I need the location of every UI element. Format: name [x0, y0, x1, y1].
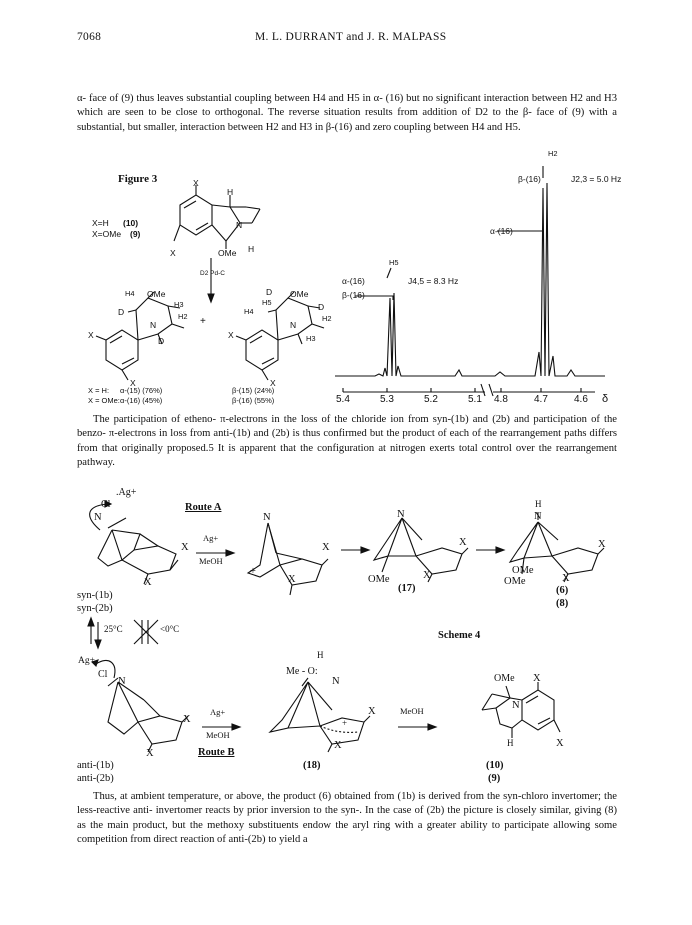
compound-17: (17) [398, 583, 416, 594]
spec-h2: H2 [548, 149, 558, 158]
spec-b16-top: β-(16) [518, 174, 541, 184]
x-17-2: X [423, 570, 431, 581]
legend-xome: X=OMe [92, 229, 122, 239]
atom-n-b: N [290, 320, 297, 330]
h-18: H [317, 650, 324, 660]
atom-h2-a: H2 [178, 312, 188, 321]
reagent-d2-pdc: D2 Pd-C [200, 270, 225, 277]
x-cation-a2: X [288, 574, 296, 585]
ag-meoh-b-meoh: MeOH [206, 730, 230, 740]
atom-x-a2: X [130, 378, 136, 388]
x-syn-2: X [144, 577, 152, 588]
structure-10-9 [470, 676, 570, 766]
tick-4-8: 4.8 [494, 394, 508, 405]
spec-b16-left: β-(16) [342, 290, 365, 300]
equilibrium-arrows [87, 618, 103, 648]
legend-xome-num: (9) [130, 229, 141, 239]
ag-cation: .Ag+ [116, 487, 137, 498]
cl-syn: Cl [101, 499, 111, 510]
spec-h5: H5 [389, 258, 399, 267]
atom-d-a2: D [158, 336, 165, 346]
plus-18: + [342, 718, 348, 728]
plus-sign: + [200, 316, 206, 327]
atom-d-b1: D [266, 287, 273, 297]
atom-h4-a: H4 [125, 289, 135, 298]
paragraph-3: Thus, at ambient temperature, or above, the product (6) obtained from (1b) is derived from the syn-chloro invertomer; the less-reactive anti- invertomer reacts by prior inversion to the syn-. In the case of (2b) the picture is closely similar, giving (8) as the main product, but the methoxy substituents endow the aryl ring with a greater ability to participate allowing some competition from direct reaction of anti-(2b) to yield a [77, 791, 617, 846]
ome-6a: OMe [512, 565, 534, 576]
paragraph-2: The participation of etheno- π-electrons in the loss of the chloride ion from syn-(1b) and (2b) and participation of the benzo- π-electrons in loss from anti-(1b) and (2b) is thus confirmed but the product of each of the rearrangement paths differs from that originally proposed.5 It is apparent that the configuration at nitrogen exerts total control over the rearrangement pathway. [77, 414, 617, 469]
ag-anti: Ag+ [78, 656, 95, 666]
label-syn-1b: syn-(1b) [77, 590, 113, 601]
yield-b15: β-(15) (24%) [232, 386, 275, 395]
x-10-1: X [533, 673, 541, 684]
arrow-meoh-c [398, 722, 438, 732]
legend-xh-num: (10) [123, 218, 139, 228]
ag-meoh-a-ag: Ag+ [203, 533, 219, 543]
ag-meoh-b-ag: Ag+ [210, 707, 226, 717]
atom-ome-top: OMe [218, 248, 237, 258]
arrow-to-17 [341, 545, 371, 555]
x-anti-2: X [146, 748, 154, 759]
temp-25c: 25°C [104, 624, 123, 634]
atom-n-a: N [150, 320, 157, 330]
route-b-label: Route B [198, 747, 235, 758]
atom-h3-a: H3 [174, 300, 184, 309]
arrow-to-6 [476, 545, 506, 555]
x-18-2: X [334, 740, 342, 751]
ome-10: OMe [494, 673, 515, 684]
compound-18: (18) [303, 760, 321, 771]
atom-x-a1: X [88, 330, 94, 340]
atom-x-bottom: X [170, 248, 176, 258]
atom-ome-a: OMe [147, 289, 166, 299]
compound-9: (9) [488, 773, 501, 784]
atom-ome-b: OMe [290, 289, 309, 299]
yield-xome: X = OMe: [88, 396, 120, 405]
atom-h2-b: H2 [322, 314, 332, 323]
ag-meoh-a-meoh: MeOH [199, 556, 223, 566]
yield-a16: α-(16) (45%) [120, 396, 163, 405]
ome-17: OMe [368, 574, 390, 585]
yield-xh: X = H: [88, 386, 110, 395]
h-10: H [507, 738, 514, 748]
scheme-4-title: Scheme 4 [438, 630, 481, 641]
structure-18 [262, 676, 382, 766]
yield-b16: β-(16) (55%) [232, 396, 275, 405]
x-10-2: X [556, 738, 564, 749]
reaction-arrow-down [206, 258, 216, 308]
x-cation-a1: X [322, 542, 330, 553]
n-cation-a: N [263, 512, 271, 523]
atom-x-b1: X [228, 330, 234, 340]
atom-x-b2: X [270, 378, 276, 388]
x-anti-1: X [183, 714, 191, 725]
n-anti: N [118, 676, 126, 687]
tick-4-7: 4.7 [534, 394, 548, 405]
x-6-1: X [598, 539, 606, 550]
compound-8: (8) [556, 598, 569, 609]
spec-j45: J4,5 = 8.3 Hz [408, 276, 459, 286]
page-number: 7068 [77, 31, 102, 43]
label-anti-2b: anti-(2b) [77, 773, 114, 784]
nmr-spectrum [335, 148, 615, 398]
cl-anti: Cl [98, 669, 108, 680]
spec-a16-left: α-(16) [342, 276, 365, 286]
yield-a15: α-(15) (76%) [120, 386, 163, 395]
structure-anti-1b [78, 652, 218, 752]
atom-h3-b: H3 [306, 334, 316, 343]
meoh-c: MeOH [400, 706, 424, 716]
route-a-label: Route A [185, 502, 222, 513]
label-syn-2b: syn-(2b) [77, 603, 113, 614]
atom-n-top: N [236, 220, 243, 230]
tick-5-1: 5.1 [468, 394, 482, 405]
tick-5-4: 5.4 [336, 394, 350, 405]
spec-j23: J2,3 = 5.0 Hz [571, 174, 622, 184]
figure-3-title: Figure 3 [118, 173, 158, 185]
atom-d-a1: D [118, 307, 125, 317]
n-18: N [332, 676, 340, 687]
running-head-authors: M. L. DURRANT and J. R. MALPASS [255, 31, 447, 43]
tick-5-2: 5.2 [424, 394, 438, 405]
spec-a16-right: α-(16) [490, 226, 513, 236]
atom-h-top2: H [248, 244, 255, 254]
me-o-18: Me - O: [286, 666, 318, 677]
compound-10: (10) [486, 760, 504, 771]
atom-h-top: H [227, 187, 234, 197]
x-18-1: X [368, 706, 376, 717]
legend-xh: X=H [92, 218, 109, 228]
compound-6: (6) [556, 585, 569, 596]
tick-4-6: 4.6 [574, 394, 588, 405]
n-syn: N [94, 512, 102, 523]
x-17-1: X [459, 537, 467, 548]
atom-d-b2: D [318, 302, 325, 312]
temp-0c: <0°C [160, 624, 180, 634]
plus-cation-a: + [250, 566, 256, 577]
tick-delta: δ [602, 393, 609, 405]
atom-h5-b: H5 [262, 298, 272, 307]
h-6: H [535, 499, 542, 509]
x-6-2: X [562, 573, 570, 584]
n-17: N [397, 509, 405, 520]
label-anti-1b: anti-(1b) [77, 760, 114, 771]
x-syn-1: X [181, 542, 189, 553]
atom-h4-b: H4 [244, 307, 254, 316]
paragraph-1: α- face of (9) thus leaves substantial coupling between H4 and H5 in α- (16) but no significant interaction between H2 and H3 which are seen to be close to orthogonal. The reverse situation results from addition of D2 to the β- face of (9) with a substantial, but smaller, interaction between H2 and H3 in β-(16) and zero coupling between H4 and H5. [77, 93, 617, 133]
ome-6b: OMe [504, 576, 526, 587]
tick-5-3: 5.3 [380, 394, 394, 405]
n-6: N [534, 511, 542, 522]
atom-x-top: X [193, 178, 199, 188]
n-10: N [512, 700, 520, 711]
